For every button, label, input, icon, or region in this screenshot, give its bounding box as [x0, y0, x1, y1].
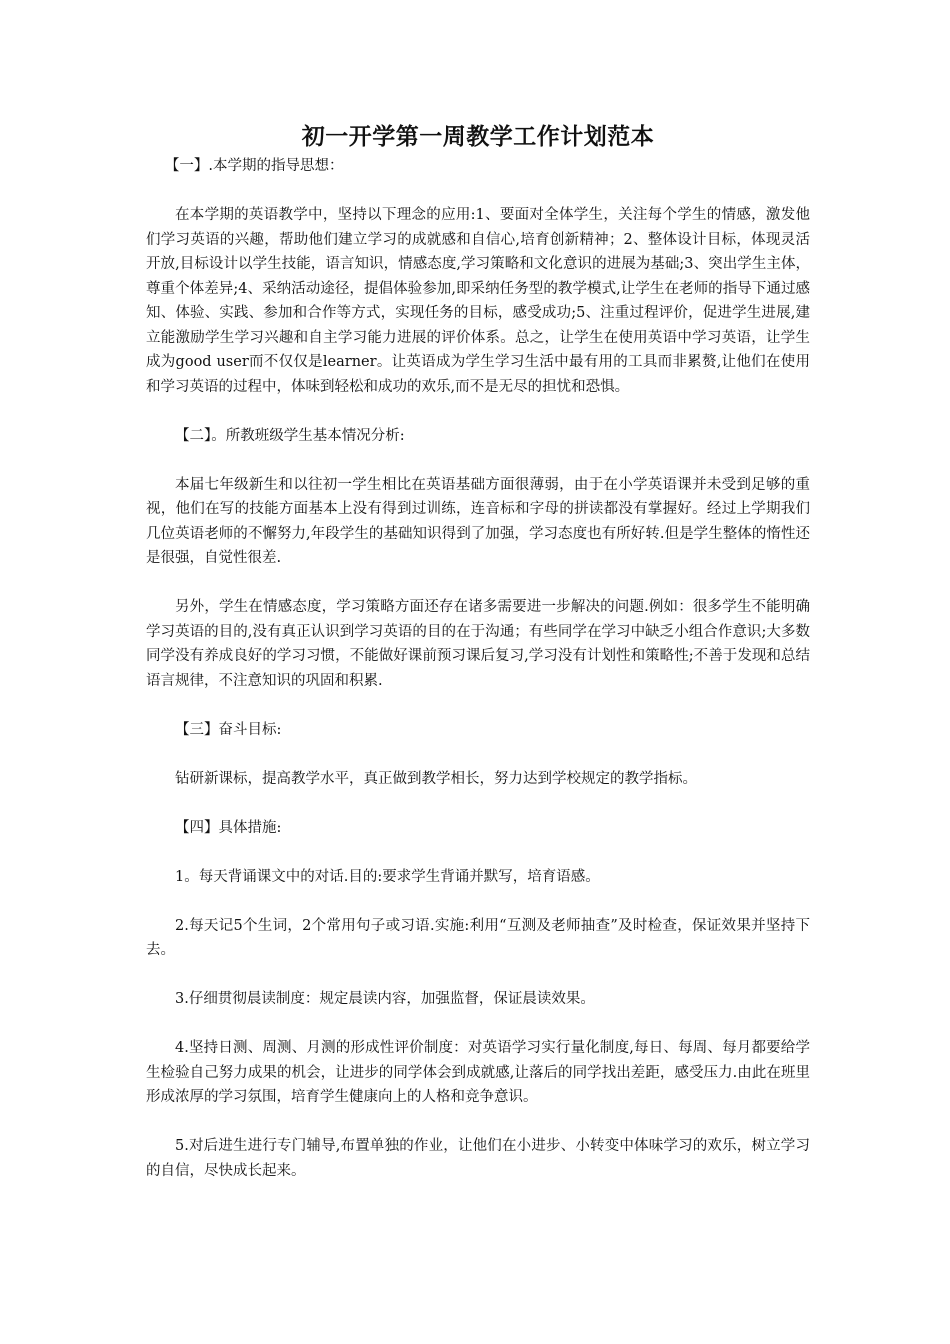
measure-item-1: 1。每天背诵课文中的对话.目的:要求学生背诵并默写，培育语感。 [175, 868, 600, 885]
section-2-paragraph-2: 另外，学生在情感态度，学习策略方面还存在诸多需要进一步解决的问题.例如：很多学生不能明确学习英语的目的,没有真正认识到学习英语的目的在于沟通；有些同学在学习中缺乏小组合作意识;大多数同学没有养成良好的学习习惯，不能做好课前预习课后复习,学习没有计划性和策略性;不善于发现和总结语言规律，不注意知识的巩固和积累. [146, 599, 810, 689]
measure-item-5: 5.对后进生进行专门辅导,布置单独的作业，让他们在小进步、小转变中体味学习的欢乐，树立学习的自信，尽快成长起来。 [146, 1138, 810, 1179]
document-page [146, 122, 810, 1183]
measure-item-4: 4.坚持日测、周测、月测的形成性评价制度：对英语学习实行量化制度,每日、每周、每月都要给学生检验自己努力成果的机会，让进步的同学体会到成就感,让落后的同学找出差距，感受压力.由此在班里形成浓厚的学习氛围，培育学生健康向上的人格和竞争意识。 [146, 1040, 810, 1105]
section-1-heading: 【一】.本学期的指导思想： [164, 158, 344, 174]
section-2-paragraph-1: 本届七年级新生和以往初一学生相比在英语基础方面很薄弱，由于在小学英语课并未受到足够的重视，他们在写的技能方面基本上没有得到过训练，连音标和字母的拼读都没有掌握好。经过上学期我们几位英语老师的不懈努力,年段学生的基础知识得到了加强，学习态度也有所好转.但是学生整体的惰性还是很强，自觉性很差. [146, 476, 810, 566]
section-2-heading: 【二】。所教班级学生基本情况分析: [175, 427, 405, 444]
section-3-heading: 【三】奋斗目标: [175, 721, 282, 738]
section-1-paragraph-1: 在本学期的英语教学中，坚持以下理念的应用:1、要面对全体学生，关注每个学生的情感，激发他们学习英语的兴趣，帮助他们建立学习的成就感和自信心,培育创新精神；2、整体设计目标，体现灵活开放,目标设计以学生技能，语言知识，情感态度,学习策略和文化意识的进展为基础;3、突出学生主体，尊重个体差异;4、采纳活动途径，提倡体验参加,即采纳任务型的教学模式,让学生在老师的指导下通过感知、体验、实践、参加和合作等方式，实现任务的目标，感受成功;5、注重过程评价，促进学生进展,建立能激励学生学习兴趣和自主学习能力进展的评价体系。总之，让学生在使用英语中学习英语，让学生成为good user而不仅仅是learner。让英语成为学生学习生活中最有用的工具而非累赘,让他们在使用和学习英语的过程中，体味到轻松和成功的欢乐,而不是无尽的担忧和恐惧。 [146, 207, 810, 395]
measure-item-3: 3.仔细贯彻晨读制度：规定晨读内容，加强监督，保证晨读效果。 [175, 991, 595, 1007]
document-title: 初一开学第一周教学工作计划范本 [301, 124, 655, 150]
section-3-paragraph-1: 钻研新课标，提高教学水平，真正做到教学相长，努力达到学校规定的教学指标。 [175, 770, 697, 787]
section-4-heading: 【四】具体措施: [175, 819, 282, 836]
measure-item-2: 2.每天记5个生词，2个常用句子或习语.实施:利用“互测及老师抽查”及时检查，保证效果并坚持下去。 [146, 917, 810, 958]
